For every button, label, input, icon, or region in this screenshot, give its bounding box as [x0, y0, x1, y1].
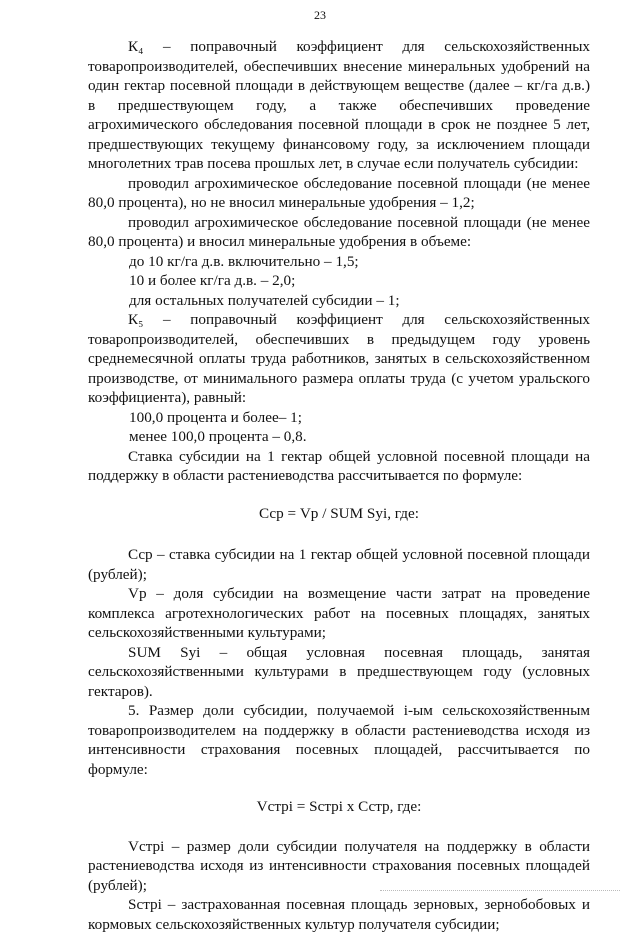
- paragraph: менее 100,0 процента – 0,8.: [129, 428, 307, 445]
- formula: Vстрi = Sстрi х Сстр, где:: [256, 798, 422, 815]
- paragraph: проводил агрохимическое обследование посевной площади (не менее 80,0 процента) и вносил минеральные удобрения в объеме:: [88, 213, 590, 250]
- paragraph: для остальных получателей субсидии – 1;: [129, 291, 400, 309]
- paragraph: до 10 кг/га д.в. включительно – 1,5;: [129, 252, 359, 270]
- paragraph: Sстрi – застрахованная посевная площадь зерновых, зернобобовых и кормовых сельскохозяйственных культур получателя субсидии;: [88, 896, 590, 933]
- paragraph: SUM Syi – общая условная посевная площадь, занятая сельскохозяйственными культурами в предшествующем году (условных гектаров).: [88, 643, 590, 700]
- paragraph: Vстрi – размер доли субсидии получателя на поддержку в области растениеводства исходя из интенсивности страхования посевных площадей (рублей);: [88, 837, 590, 894]
- paragraph: 100,0 процента и более– 1;: [129, 408, 302, 426]
- paragraph: 10 и более кг/га д.в. – 2,0;: [129, 272, 296, 289]
- paragraph: Сср – ставка субсидии на 1 гектар общей условной посевной площади (рублей);: [88, 546, 590, 583]
- page-number: 23: [314, 8, 326, 22]
- formula: Сср = Vр / SUM Syi, где:: [259, 504, 419, 522]
- paragraph: Ставка субсидии на 1 гектар общей условной посевной площади на поддержку в области растениеводства рассчитывается по формуле:: [88, 447, 590, 484]
- paragraph: 5. Размер доли субсидии, получаемой i-ым сельскохозяйственным товаропроизводителем на поддержку в области растениеводства исходя из интенсивности страхования посевных площадей, рассчитывается по формуле:: [88, 702, 590, 778]
- paragraph: Vр – доля субсидии на возмещение части затрат на проведение комплекса агротехнологических работ на посевных площадях, занятых сельскохозяйственными культурами;: [88, 585, 590, 641]
- paragraph: К₅ – поправочный коэффициент для сельскохозяйственных товаропроизводителей, обеспечивших в предыдущем году уровень среднемесячной оплаты труда работников, занятых в сельскохозяйственном производстве, от минимального размера оплаты труда (с учетом уральского коэффициента), равный:: [88, 311, 590, 406]
- scan-artifact: [380, 890, 620, 894]
- paragraph: проводил агрохимическое обследование посевной площади (не менее 80,0 процента), но не вносил минеральные удобрения – 1,2;: [88, 174, 590, 211]
- paragraph: К₄ – поправочный коэффициент для сельскохозяйственных товаропроизводителей, обеспечивших внесение минеральных удобрений на один гектар посевной площади в действующем веществе (далее – кг/га д.в.) в предшествующем году, а также обеспечивших проведение агрохимического обследования посевной площади в срок не позднее 5 лет, предшествующих текущему финансовому году, за исключением площади многолетних трав посева прошлых лет, в случае если получатель субсидии:: [88, 38, 590, 172]
- document-body: [88, 37, 590, 934]
